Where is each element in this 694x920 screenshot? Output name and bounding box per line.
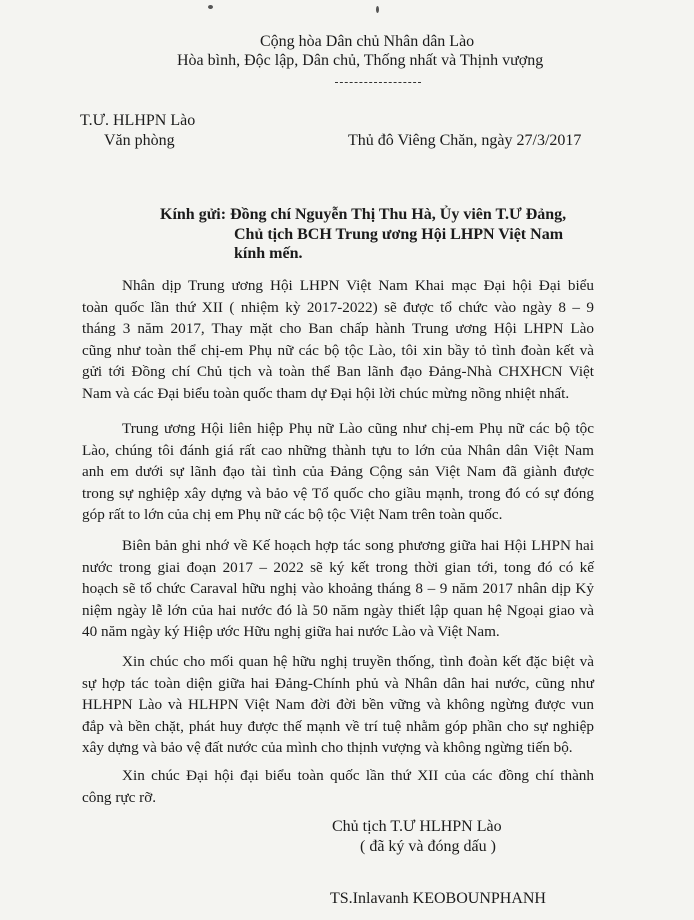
national-motto: Hòa bình, Độc lập, Dân chủ, Thống nhất và Thịnh vượng — [177, 52, 544, 69]
paragraph-line: tháng 3 năm 2017, Thay mặt cho Ban chấp hành Trung ương Hội LHPN Lào — [82, 320, 594, 338]
paragraph-line: Biên bản ghi nhớ về Kế hoạch hợp tác song phương giữa hai Hội LHPN hai — [122, 537, 594, 554]
addressee-line: Kính gửi: Đồng chí Nguyễn Thị Thu Hà, Ủy viên T.Ư Đảng, — [160, 206, 567, 223]
paragraph-line: toàn quốc lần thứ XII ( nhiệm kỳ 2017-2022) sẽ được tổ chức vào ngày 8 – 9 — [82, 298, 594, 316]
sender-office: Văn phòng — [104, 132, 175, 149]
paragraph-line: công rực rỡ. — [82, 788, 157, 806]
body-paragraph — [82, 651, 594, 759]
place-and-date: Thủ đô Viêng Chăn, ngày 27/3/2017 — [348, 132, 582, 149]
paragraph-line: anh em dưới sự lãnh đạo tài tình của Đảng Cộng sản Việt Nam đã giành được — [82, 463, 594, 481]
signer-title: Chủ tịch T.Ư HLHPN Lào — [332, 818, 502, 835]
signer-name: TS.Inlavanh KEOBOUNPHANH — [330, 890, 546, 907]
paragraph-line: cũng như toàn thể chị-em Phụ nữ các bộ tộc Lào, tôi xin bầy tỏ tình đoàn kết và — [82, 341, 594, 359]
body-paragraph — [82, 418, 594, 526]
paragraph-line: gửi tới Đồng chí Chủ tịch và toàn thể Ban lãnh đạo Đảng-Nhà CHXHCN Việt — [82, 363, 594, 381]
paragraph-line: Lào, chúng tôi đánh giá rất cao những thành tựu to lớn của Nhân dân Việt Nam — [82, 441, 594, 459]
body-paragraph — [82, 535, 594, 643]
paragraph-line: Xin chúc Đại hội đại biểu toàn quốc lần thứ XII của các đồng chí thành — [122, 767, 594, 784]
addressee-greeting: kính mến. — [234, 245, 303, 262]
paragraph-line: niệm ngày lễ lớn của hai nước đó là 50 năm ngày thiết lập quan hệ Ngoại giao và — [82, 601, 594, 619]
addressee-title: Chủ tịch BCH Trung ương Hội LHPN Việt Nam — [234, 226, 564, 243]
body-paragraph — [82, 275, 594, 405]
paragraph-line: trong sự nghiệp xây dựng và bảo vệ Tổ quốc cho giầu mạnh, trong đó có sự đóng — [82, 484, 594, 502]
paragraph-line: Xin chúc cho mối quan hệ hữu nghị truyền thống, tình đoàn kết đặc biệt và — [122, 653, 594, 670]
sender-organization: T.Ư. HLHPN Lào — [80, 112, 196, 129]
signature-note: ( đã ký và đóng dấu ) — [360, 838, 496, 855]
paragraph-line: hoạch sẽ tổ chức Caraval hữu nghị vào khoảng tháng 8 – 9 năm 2017 nhân dịp Kỷ — [82, 580, 594, 598]
paragraph-line: sự hợp tác toàn diện giữa hai Đảng-Chính phủ và Nhân dân hai nước, cũng như — [82, 674, 594, 692]
paragraph-line: 40 năm ngày ký Hiệp ước Hữu nghị giữa hai nước Lào và Việt Nam. — [82, 623, 500, 641]
paragraph-line: HLHPN Lào và HLHPN Việt Nam đời đời bền vững và không ngừng được vun — [82, 696, 594, 714]
paragraph-line: xây dựng và bảo vệ đất nước của mình cho thịnh vượng và không ngừng tiến bộ. — [82, 739, 573, 757]
body-paragraph — [82, 765, 594, 808]
scan-speck — [208, 5, 213, 9]
country-name: Cộng hòa Dân chủ Nhân dân Lào — [260, 33, 475, 50]
paragraph-line: đắp và bền chặt, phát huy được thế mạnh về trí tuệ nhằm góp phần cho sự nghiệp — [82, 717, 594, 735]
paragraph-line: nước trong giai đoạn 2017 – 2022 sẽ ký kết trong thời gian tới, tong đó có kế — [82, 558, 594, 576]
paragraph-line: góp rất to lớn của chị em Phụ nữ các bộ tộc Việt Nam trên toàn quốc. — [82, 506, 503, 524]
header-divider — [335, 82, 421, 83]
paragraph-line: Nhân dịp Trung ương Hội LHPN Việt Nam Khai mạc Đại hội Đại biểu — [122, 277, 594, 294]
paragraph-line: Trung ương Hội liên hiệp Phụ nữ Lào cũng như chị-em Phụ nữ các bộ tộc — [122, 420, 594, 437]
scan-speck — [376, 6, 379, 13]
paragraph-line: Nam và các Đại biểu toàn quốc tham dự Đại hội lời chúc mừng nồng nhiệt nhất. — [82, 384, 570, 402]
